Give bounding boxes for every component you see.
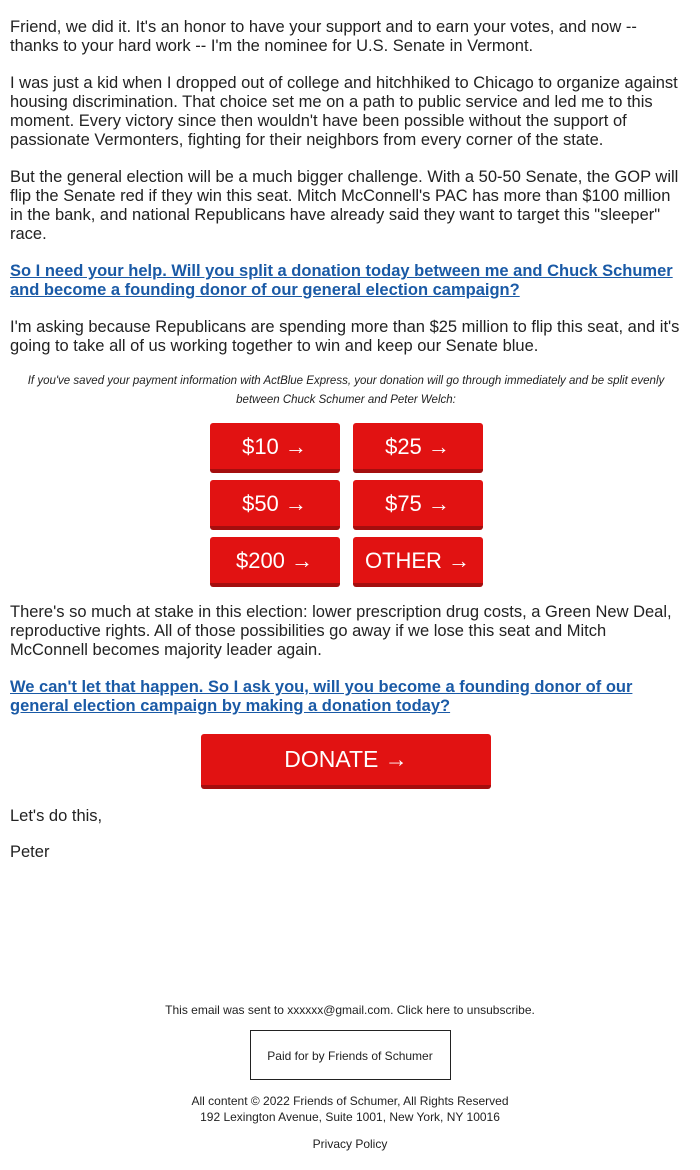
donate-button-wrapper — [10, 734, 682, 789]
donate-button[interactable]: DONATE → — [201, 734, 491, 789]
sent-prefix: This email was sent to — [165, 1003, 288, 1017]
split-donation-link[interactable]: So I need your help. Will you split a donation today between me and Chuck Schumer and become a founding donor of our general election campaign? — [10, 262, 673, 299]
signature-text: Peter — [10, 843, 50, 861]
copyright-text: All content © 2022 Friends of Schumer, All Rights Reserved — [191, 1094, 509, 1108]
donate-75-button[interactable]: $75 → — [353, 480, 483, 530]
email-body — [10, 18, 682, 862]
donate-200-button[interactable]: $200 → — [210, 537, 340, 587]
signoff-text: Let's do this, — [10, 807, 103, 825]
donate-other-button[interactable]: OTHER → — [353, 537, 483, 587]
stakes-paragraph: There's so much at stake in this election: lower prescription drug costs, a Green New Deal, reproductive rights. All of those possibilities go away if we lose this seat and Mitch McConnell becomes majority leader again. — [10, 603, 672, 659]
address-text: 192 Lexington Avenue, Suite 1001, New York, NY 10016 — [200, 1110, 500, 1124]
donate-10-button[interactable]: $10 → — [210, 423, 340, 473]
challenge-paragraph: But the general election will be a much bigger challenge. With a 50-50 Senate, the GOP will flip the Senate red if they win this seat. Mitch McConnell's PAC has more than $100 million in the bank, and national Republicans have already said they want to target this "sleeper" race. — [10, 168, 679, 243]
sent-middle: . Click — [390, 1003, 427, 1017]
unsubscribe-line — [0, 1002, 700, 1018]
email-footer — [0, 1002, 700, 1151]
founding-donor-link[interactable]: We can't let that happen. So I ask you, will you become a founding donor of our general election campaign by making a donation today? — [10, 678, 633, 715]
background-paragraph: I was just a kid when I dropped out of college and hitchhiked to Chicago to organize against housing discrimination. That choice set me on a path to public service and led me to this moment. Every victory since then wouldn't have been possible without the support of passionate Vermonters, fighting for their neighbors from every corner of the state. — [10, 74, 678, 149]
sent-suffix: to unsubscribe. — [450, 1003, 535, 1017]
recipient-email[interactable]: xxxxxx@gmail.com — [287, 1003, 391, 1017]
donate-25-button[interactable]: $25 → — [353, 423, 483, 473]
actblue-disclaimer: If you've saved your payment information with ActBlue Express, your donation will go through immediately and be split evenly between Chuck Schumer and Peter Welch: — [27, 375, 665, 406]
paid-for-box: Paid for by Friends of Schumer — [250, 1030, 451, 1080]
privacy-policy-link[interactable]: Privacy Policy — [312, 1137, 388, 1151]
spending-paragraph: I'm asking because Republicans are spending more than $25 million to flip this seat, and it's going to take all of us working together to win and keep our Senate blue. — [10, 318, 680, 355]
unsubscribe-link[interactable]: here — [426, 1003, 451, 1017]
donate-50-button[interactable]: $50 → — [210, 480, 340, 530]
donation-button-grid — [210, 423, 483, 587]
intro-paragraph: Friend, we did it. It's an honor to have your support and to earn your votes, and now -- thanks to your hard work -- I'm the nominee for U.S. Senate in Vermont. — [10, 18, 637, 55]
